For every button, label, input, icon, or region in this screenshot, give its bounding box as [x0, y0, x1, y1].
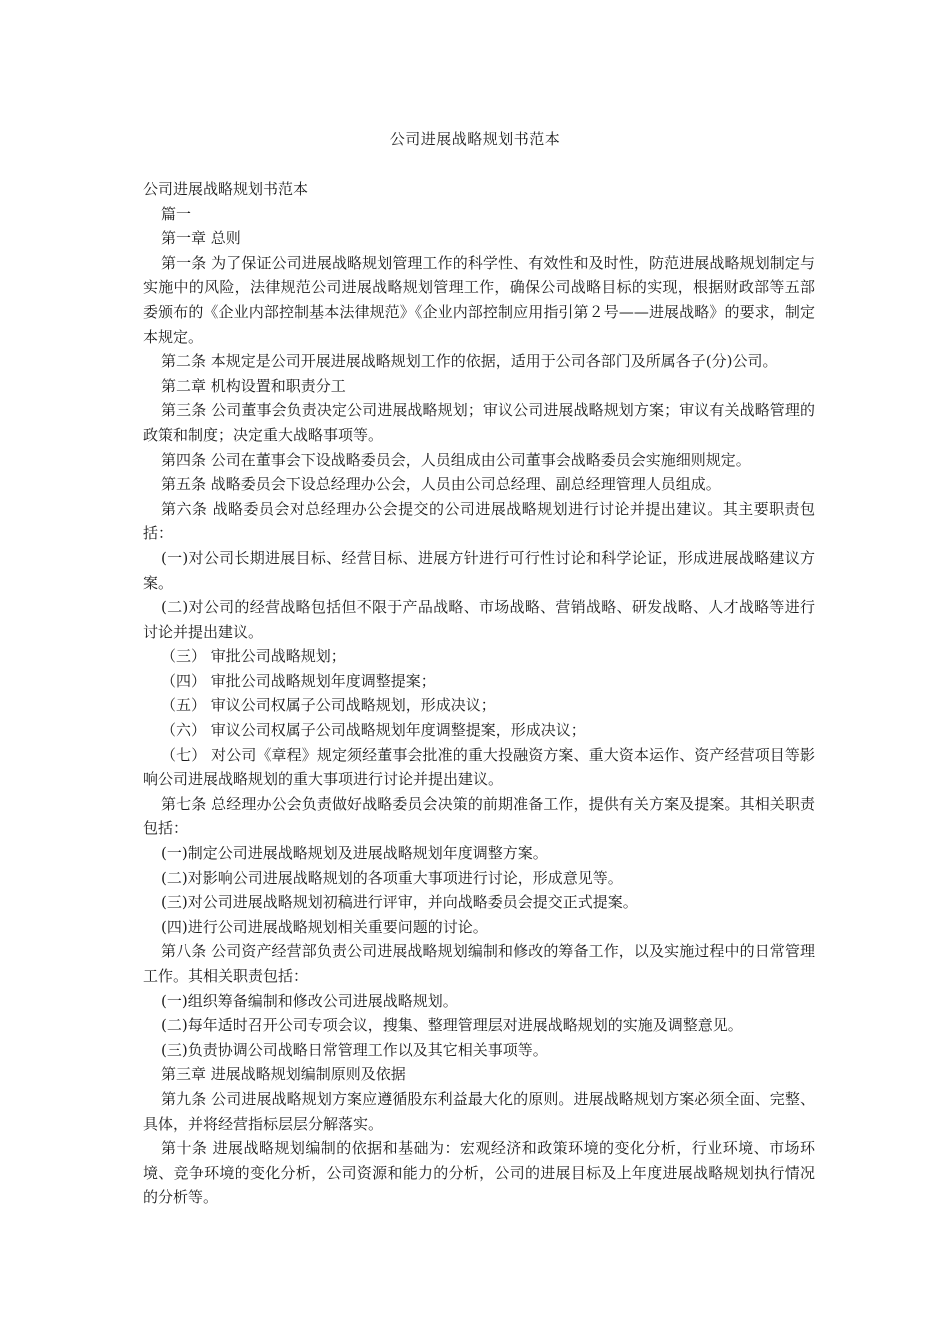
paragraph: （三） 审批公司战略规划；: [161, 647, 346, 666]
paragraph: （四） 审批公司战略规划年度调整提案；: [161, 671, 436, 690]
paragraph: (四)进行公司进展战略规划相关重要问题的讨论。: [161, 917, 488, 936]
paragraph: (三)对公司进展战略规划初稿进行评审，并向战略委员会提交正式提案。: [161, 893, 638, 912]
paragraph: 第二章 机构设置和职责分工: [161, 376, 346, 395]
paragraph: (一)制定公司进展战略规划及进展战略规划年度调整方案。: [161, 844, 548, 863]
paragraph: （七） 对公司《章程》规定须经董事会批准的重大投融资方案、重大资本运作、资产经营项目等影响公司进展战略规划的重大事项进行讨论并提出建议。: [143, 745, 815, 789]
paragraph: 第五条 战略委员会下设总经理办公会，人员由公司总经理、副总经理管理人员组成。: [161, 475, 721, 494]
paragraph: 公司进展战略规划书范本: [143, 180, 309, 198]
paragraph: 第四条 公司在董事会下设战略委员会，人员组成由公司董事会战略委员会实施细则规定。: [161, 450, 751, 469]
paragraph: 第一章 总则: [161, 229, 241, 248]
paragraph: 第八条 公司资产经营部负责公司进展战略规划编制和修改的筹备工作，以及实施过程中的日常管理工作。其相关职责包括：: [143, 942, 815, 985]
paragraph: 第十条 进展战略规划编制的依据和基础为：宏观经济和政策环境的变化分析，行业环境、市场环境、竞争环境的变化分析，公司资源和能力的分析，公司的进展目标及上年度进展战略规划执行情况的分析等。: [143, 1139, 815, 1207]
paragraph: 篇一: [161, 204, 192, 223]
paragraph: (二)对公司的经营战略包括但不限于产品战略、市场战略、营销战略、研发战略、人才战略等进行讨论并提出建议。: [143, 598, 815, 641]
paragraph: （五） 审议公司权属子公司战略规划，形成决议；: [161, 696, 496, 715]
paragraph: 第六条 战略委员会对总经理办公会提交的公司进展战略规划进行讨论并提出建议。其主要职责包括：: [143, 499, 815, 543]
document-body: [143, 177, 815, 1210]
document-title: 公司进展战略规划书范本: [389, 130, 561, 148]
paragraph: 第七条 总经理办公会负责做好战略委员会决策的前期准备工作，提供有关方案及提案。其相关职责包括：: [143, 794, 815, 838]
paragraph: (二)每年适时召开公司专项会议，搜集、整理管理层对进展战略规划的实施及调整意见。: [161, 1016, 743, 1035]
paragraph: 第三章 进展战略规划编制原则及依据: [161, 1065, 406, 1084]
paragraph: (三)负责协调公司战略日常管理工作以及其它相关事项等。: [161, 1040, 548, 1059]
paragraph: (二)对影响公司进展战略规划的各项重大事项进行讨论，形成意见等。: [161, 868, 623, 887]
paragraph: 第三条 公司董事会负责决定公司进展战略规划；审议公司进展战略规划方案；审议有关战略管理的政策和制度；决定重大战略事项等。: [143, 401, 815, 444]
paragraph: 第二条 本规定是公司开展进展战略规划工作的依据，适用于公司各部门及所属各子(分)公司。: [161, 352, 778, 371]
paragraph: 第一条 为了保证公司进展战略规划管理工作的科学性、有效性和及时性，防范进展战略规划制定与实施中的风险，法律规范公司进展战略规划管理工作，确保公司战略目标的实现，根据财政部等五部委颁布的《企业内部控制基本法律规范》《企业内部控制应用指引第２号——进展战略》的要求，制定本规定。: [143, 253, 815, 346]
paragraph: (一)组织筹备编制和修改公司进展战略规划。: [161, 991, 458, 1010]
paragraph: 第九条 公司进展战略规划方案应遵循股东利益最大化的原则。进展战略规划方案必须全面、完整、具体，并将经营指标层层分解落实。: [143, 1089, 815, 1133]
paragraph: (一)对公司长期进展目标、经营目标、进展方针进行可行性讨论和科学论证，形成进展战略建议方案。: [143, 548, 815, 592]
paragraph: （六） 审议公司权属子公司战略规划年度调整提案，形成决议；: [161, 721, 586, 740]
